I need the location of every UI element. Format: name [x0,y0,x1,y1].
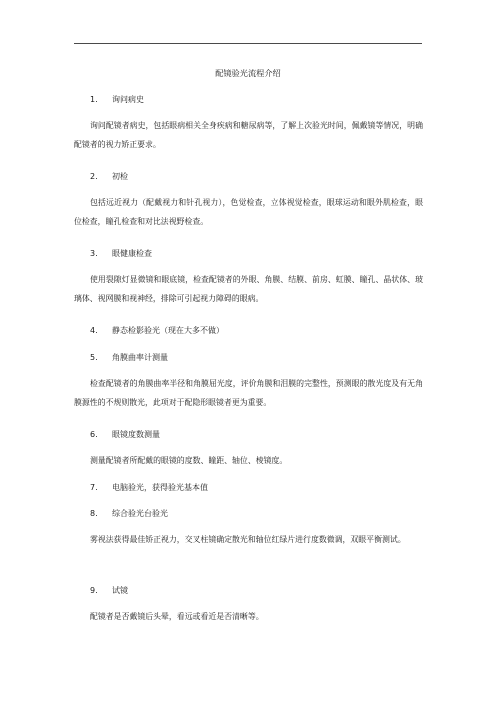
section-heading-text: 电脑验光，获得验光基本值 [112,483,208,492]
section-number: 5. [90,353,98,362]
section-heading [90,171,128,183]
section-heading [90,482,208,494]
section-heading-text: 静态检影验光（现在大多不做） [112,326,224,335]
section-number: 7. [90,483,98,492]
section-number: 4. [90,326,98,335]
section-heading-text: 综合验光台验光 [112,509,168,518]
section-heading-text: 角膜曲率计测量 [112,353,168,362]
section-heading [90,94,144,106]
section-heading [90,352,168,364]
section-heading [90,585,128,597]
document-title: 配镜验光流程介绍 [215,68,281,78]
section-heading-text: 试镜 [112,586,128,595]
section-number: 2. [90,172,98,181]
section-heading-text: 眼镜度数测量 [112,430,160,439]
section-heading [90,325,224,337]
section-number: 8. [90,509,98,518]
section-heading [90,429,160,441]
section-paragraph: 雾视法获得最佳矫正视力，交叉柱镜确定散光和轴位红绿片进行度数微调，双眼平衡测试。 [90,535,406,544]
section-number: 9. [90,586,98,595]
section-number: 1. [90,95,98,104]
section-heading [90,508,168,520]
section-paragraph: 使用裂隙灯显微镜和眼底镜，检查配镜者的外眼、角膜、结膜、前房、虹膜、瞳孔、晶状体、玻璃体、视网膜和视神经，排除可引起视力障碍的眼病。 [74,275,423,303]
header-rule [74,43,422,44]
section-heading [90,248,152,260]
section-number: 6. [90,430,98,439]
section-paragraph: 检查配镜者的角膜曲率半径和角膜屈光度，评价角膜和泪膜的完整性，预测眼的散光度及有无角膜源性的不规则散光，此项对于配隐形眼镜者更为重要。 [74,379,423,407]
section-paragraph: 配镜者是否戴镜后头晕，看远或看近是否清晰等。 [90,612,264,621]
section-heading-text: 初检 [112,172,128,181]
section-paragraph: 包括远近视力（配戴视力和针孔视力），色觉检查，立体视觉检查，眼球运动和眼外肌检查，眼位检查，瞳孔检查和对比法视野检查。 [74,198,423,226]
section-heading-text: 眼健康检查 [112,249,152,258]
section-paragraph: 询问配镜者病史，包括眼病相关全身疾病和糖尿病等，了解上次验光时间，佩戴镜等情况，明确配镜者的视力矫正要求。 [74,121,423,149]
section-heading-text: 询问病史 [112,95,144,104]
section-paragraph: 测量配镜者所配戴的眼镜的度数、瞳距、轴位、棱镜度。 [90,456,288,465]
section-number: 3. [90,249,98,258]
